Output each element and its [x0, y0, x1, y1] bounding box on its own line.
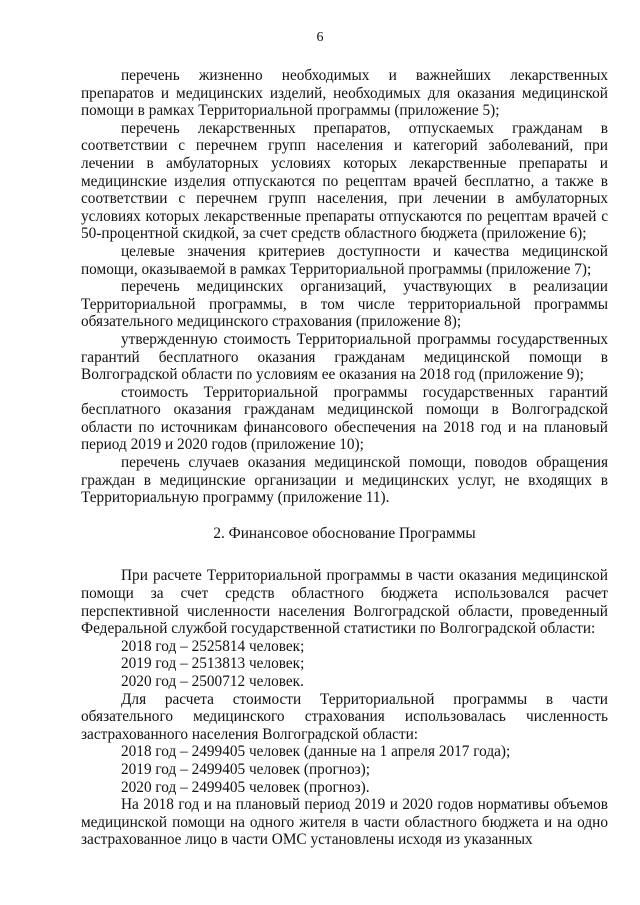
insured-2018: 2018 год – 2499405 человек (данные на 1 апреля 2017 года);: [121, 743, 511, 761]
list-item: целевые значения критериев доступности и качества медицинской помощи, оказываемой в рамках Территориальной программы (приложение 7);: [81, 242, 608, 278]
insured-2019: 2019 год – 2499405 человек (прогноз);: [121, 760, 370, 778]
insured-2020: 2020 год – 2499405 человек (прогноз).: [121, 778, 370, 796]
document-body: [81, 67, 608, 849]
list-item: стоимость Территориальной программы государственных гарантий бесплатного оказания гражданам медицинской помощи в Волгоградской области по источникам финансового обеспечения на 2018 год и на плановый период 2019 и 2020 годов (приложение 10);: [81, 383, 608, 454]
paragraph-norms: На 2018 год и на плановый период 2019 и 2020 годов нормативы объемов медицинской помощи на одного жителя в части областного бюджета и на одно застрахованное лицо в части ОМС установлены исходя из указанных: [81, 796, 608, 849]
population-2020: 2020 год – 2500712 человек.: [121, 673, 304, 690]
section-heading: 2. Финансовое обоснование Программы: [213, 524, 476, 542]
population-2018: 2018 год – 2525814 человек;: [121, 637, 305, 655]
paragraph-insured-basis: Для расчета стоимости Территориальной программы в части обязательного медицинского страхования использовалась численность застрахованного населения Волгоградской области:: [81, 690, 608, 743]
list-item: перечень лекарственных препаратов, отпускаемых гражданам в соответствии с перечнем групп населения и категорий заболеваний, при лечении в амбулаторных условиях которых лекарственные препараты и медицинские изделия отпускаются по рецептам врачей бесплатно, а также в соответствии с перечнем групп населения, при лечении в амбулаторных условиях которых лекарственные препараты отпускаются по рецептам врачей с 50-процентной скидкой, за счет средств областного бюджета (приложение 6);: [81, 119, 608, 243]
list-item: перечень случаев оказания медицинской помощи, поводов обращения граждан в медицинские организации и медицинских услуг, не входящих в Территориальную программу (приложение 11).: [81, 454, 608, 507]
page-number: 6: [316, 30, 324, 45]
paragraph-population-basis: При расчете Территориальной программы в части оказания медицинской помощи за счет средств областного бюджета использовался расчет перспективной численности населения Волгоградской области, проведенный Федеральной службой государственной статистики по Волгоградской области:: [81, 567, 608, 638]
list-item: перечень медицинских организаций, участвующих в реализации Территориальной программы, в том числе территориальной программы обязательного медицинского страхования (приложение 8);: [81, 278, 608, 331]
list-item: утвержденную стоимость Территориальной программы государственных гарантий бесплатного оказания гражданам медицинской помощи в Волгоградской области по условиям ее оказания на 2018 год (приложение 9);: [81, 330, 608, 384]
list-item: перечень жизненно необходимых и важнейших лекарственных препаратов и медицинских изделий, необходимых для оказания медицинской помощи в рамках Территориальной программы (приложение 5);: [81, 67, 608, 120]
population-2019: 2019 год – 2513813 человек;: [121, 655, 305, 673]
